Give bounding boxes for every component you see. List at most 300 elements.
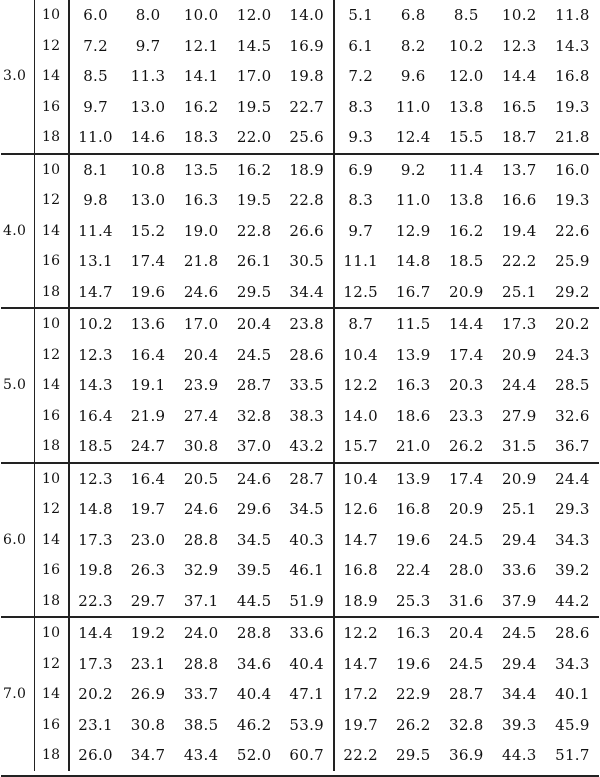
value-cell: 19.0 xyxy=(183,221,219,240)
value-cell: 13.0 xyxy=(130,191,166,210)
value-cell: 9.7 xyxy=(348,221,374,240)
value-cell: 27.4 xyxy=(183,406,219,425)
table-row xyxy=(1,586,599,618)
value-cell: 43.4 xyxy=(183,746,219,765)
value-cell: 18.9 xyxy=(281,154,334,186)
value-cell: 19.4 xyxy=(502,221,537,240)
value-cell: 24.6 xyxy=(183,282,219,301)
row-label-cell: 14 xyxy=(34,61,68,92)
value-cell: 16.4 xyxy=(122,463,175,495)
value-cell: 11.1 xyxy=(343,252,379,271)
value-cell: 24.0 xyxy=(175,617,228,649)
row-label-cell: 16 xyxy=(34,555,68,586)
value-cell: 14.7 xyxy=(343,654,379,673)
value-cell: 20.9 xyxy=(448,500,484,519)
value-cell: 14.4 xyxy=(69,617,122,649)
value-cell: 8.1 xyxy=(69,154,122,186)
value-cell: 31.5 xyxy=(502,437,537,456)
value-cell: 16.3 xyxy=(395,376,431,395)
row-label-cell: 18 xyxy=(34,122,68,154)
value-cell: 16.0 xyxy=(546,154,599,186)
value-cell: 30.8 xyxy=(130,715,166,734)
value-cell: 25.1 xyxy=(502,500,537,519)
row-label-cell: 14 xyxy=(34,216,68,247)
value-cell: 28.7 xyxy=(448,685,484,704)
value-cell: 12.4 xyxy=(395,128,431,147)
row-label-cell: 12 xyxy=(34,340,68,371)
value-cell: 6.0 xyxy=(83,6,108,25)
value-cell: 37.0 xyxy=(236,437,272,456)
value-cell: 17.3 xyxy=(78,654,113,673)
row-label-cell: 10 xyxy=(34,154,68,186)
value-cell: 37.1 xyxy=(183,591,219,610)
row-label-cell: 16 xyxy=(34,401,68,432)
row-label-cell: 16 xyxy=(34,92,68,123)
row-label-cell: 12 xyxy=(34,185,68,216)
value-cell: 36.7 xyxy=(555,437,590,456)
value-cell: 20.9 xyxy=(448,282,484,301)
table-row xyxy=(1,370,599,401)
value-cell: 22.2 xyxy=(502,252,537,271)
value-cell: 23.9 xyxy=(183,376,219,395)
value-cell: 16.3 xyxy=(183,191,219,210)
value-cell: 11.0 xyxy=(395,97,431,116)
value-cell: 8.5 xyxy=(83,67,108,86)
value-cell: 8.0 xyxy=(135,6,161,25)
value-cell: 22.2 xyxy=(343,746,379,765)
value-cell: 19.5 xyxy=(236,97,272,116)
value-cell: 32.6 xyxy=(555,406,590,425)
value-cell: 12.2 xyxy=(334,617,387,649)
value-cell: 17.0 xyxy=(175,308,228,340)
value-cell: 13.9 xyxy=(395,345,431,364)
value-cell: 44.3 xyxy=(502,746,537,765)
value-cell: 29.2 xyxy=(555,282,590,301)
value-cell: 20.2 xyxy=(546,308,599,340)
value-cell: 12.1 xyxy=(183,36,219,55)
value-cell: 24.3 xyxy=(555,345,590,364)
value-cell: 17.3 xyxy=(78,530,113,549)
value-cell: 22.8 xyxy=(236,221,272,240)
value-cell: 12.3 xyxy=(502,36,537,55)
value-cell: 22.7 xyxy=(281,92,334,123)
value-cell: 13.9 xyxy=(387,463,440,495)
value-cell: 28.8 xyxy=(183,530,219,549)
value-cell: 25.1 xyxy=(502,282,537,301)
value-cell: 23.8 xyxy=(281,308,334,340)
value-cell: 26.1 xyxy=(236,252,272,271)
value-cell: 24.7 xyxy=(130,437,166,456)
value-cell: 10.2 xyxy=(448,36,484,55)
value-cell: 11.0 xyxy=(78,128,113,147)
group-label-cell: 7.0 xyxy=(1,617,34,771)
value-cell: 17.4 xyxy=(130,252,166,271)
value-cell: 15.2 xyxy=(130,221,166,240)
value-cell: 24.6 xyxy=(228,463,281,495)
table-row xyxy=(1,340,599,371)
value-cell: 16.7 xyxy=(395,282,431,301)
value-cell: 24.5 xyxy=(448,654,484,673)
value-cell: 33.6 xyxy=(502,561,537,580)
value-cell: 8.5 xyxy=(453,6,479,25)
table-row xyxy=(1,494,599,525)
value-cell: 12.0 xyxy=(236,6,272,25)
row-label-cell: 18 xyxy=(34,586,68,618)
value-cell: 13.8 xyxy=(448,191,484,210)
value-cell: 29.6 xyxy=(236,500,272,519)
value-cell: 10.4 xyxy=(343,345,379,364)
value-cell: 26.3 xyxy=(130,561,166,580)
value-cell: 25.3 xyxy=(395,591,431,610)
value-cell: 39.3 xyxy=(502,715,537,734)
value-cell: 11.0 xyxy=(395,191,431,210)
value-cell: 51.9 xyxy=(281,586,334,618)
row-label-cell: 10 xyxy=(34,0,68,31)
value-cell: 17.3 xyxy=(493,308,546,340)
value-cell: 46.2 xyxy=(236,715,272,734)
value-cell: 15.5 xyxy=(448,128,484,147)
value-cell: 10.2 xyxy=(69,308,122,340)
value-cell: 14.1 xyxy=(183,67,219,86)
value-cell: 38.5 xyxy=(183,715,219,734)
table-row xyxy=(1,649,599,680)
value-cell: 8.3 xyxy=(348,97,374,116)
value-cell: 9.2 xyxy=(387,154,440,186)
row-label-cell: 18 xyxy=(34,740,68,771)
value-cell: 38.3 xyxy=(281,401,334,432)
value-cell: 14.4 xyxy=(440,308,493,340)
value-cell: 16.8 xyxy=(555,67,590,86)
row-label-cell: 14 xyxy=(34,679,68,710)
value-cell: 33.6 xyxy=(281,617,334,649)
value-cell: 53.9 xyxy=(281,710,334,741)
table-row xyxy=(1,308,599,340)
value-cell: 28.7 xyxy=(281,463,334,495)
value-cell: 20.2 xyxy=(78,685,113,704)
value-cell: 34.3 xyxy=(555,654,590,673)
table-row xyxy=(1,61,599,92)
value-cell: 23.1 xyxy=(78,715,113,734)
value-cell: 6.1 xyxy=(348,36,374,55)
table-row xyxy=(1,277,599,309)
value-cell: 34.4 xyxy=(281,277,334,309)
value-cell: 29.3 xyxy=(555,500,590,519)
value-cell: 60.7 xyxy=(281,740,334,771)
table-row xyxy=(1,431,599,463)
value-cell: 13.5 xyxy=(175,154,228,186)
value-cell: 29.5 xyxy=(236,282,272,301)
value-cell: 14.8 xyxy=(78,500,113,519)
value-cell: 17.2 xyxy=(343,685,379,704)
value-cell: 14.0 xyxy=(343,406,379,425)
value-cell: 29.4 xyxy=(502,654,537,673)
table-row xyxy=(1,31,599,62)
value-cell: 12.9 xyxy=(395,221,431,240)
table-row xyxy=(1,617,599,649)
value-cell: 10.2 xyxy=(502,6,537,25)
value-cell: 19.8 xyxy=(78,561,113,580)
table-row xyxy=(1,246,599,277)
value-cell: 17.4 xyxy=(448,345,484,364)
value-cell: 12.2 xyxy=(343,376,379,395)
data-table xyxy=(1,0,599,771)
value-cell: 43.2 xyxy=(281,431,334,463)
value-cell: 12.5 xyxy=(343,282,379,301)
value-cell: 12.3 xyxy=(78,345,113,364)
value-cell: 6.9 xyxy=(334,154,387,186)
value-cell: 32.9 xyxy=(183,561,219,580)
value-cell: 24.4 xyxy=(546,463,599,495)
value-cell: 24.5 xyxy=(448,530,484,549)
value-cell: 18.5 xyxy=(448,252,484,271)
value-cell: 19.6 xyxy=(130,282,166,301)
value-cell: 13.7 xyxy=(493,154,546,186)
value-cell: 22.0 xyxy=(236,128,272,147)
value-cell: 12.3 xyxy=(69,463,122,495)
value-cell: 26.2 xyxy=(448,437,484,456)
value-cell: 17.4 xyxy=(440,463,493,495)
table-row xyxy=(1,740,599,771)
value-cell: 33.7 xyxy=(183,685,219,704)
value-cell: 21.8 xyxy=(555,128,590,147)
value-cell: 13.8 xyxy=(448,97,484,116)
value-cell: 16.5 xyxy=(502,97,537,116)
value-cell: 20.4 xyxy=(440,617,493,649)
value-cell: 32.8 xyxy=(448,715,484,734)
value-cell: 40.4 xyxy=(236,685,272,704)
table-row xyxy=(1,555,599,586)
value-cell: 10.4 xyxy=(334,463,387,495)
value-cell: 16.4 xyxy=(78,406,113,425)
value-cell: 39.2 xyxy=(555,561,590,580)
value-cell: 16.6 xyxy=(502,191,537,210)
value-cell: 34.5 xyxy=(281,494,334,525)
value-cell: 16.4 xyxy=(130,345,166,364)
value-cell: 14.7 xyxy=(78,282,113,301)
table-row xyxy=(1,710,599,741)
value-cell: 15.7 xyxy=(343,437,379,456)
table-row xyxy=(1,679,599,710)
value-cell: 40.4 xyxy=(281,649,334,680)
value-cell: 14.5 xyxy=(236,36,272,55)
value-cell: 24.5 xyxy=(493,617,546,649)
row-label-cell: 18 xyxy=(34,431,68,463)
value-cell: 18.9 xyxy=(343,591,379,610)
value-cell: 34.7 xyxy=(130,746,166,765)
row-label-cell: 10 xyxy=(34,617,68,649)
value-cell: 11.3 xyxy=(130,67,166,86)
value-cell: 18.6 xyxy=(395,406,431,425)
value-cell: 18.5 xyxy=(78,437,113,456)
value-cell: 47.1 xyxy=(281,679,334,710)
value-cell: 19.3 xyxy=(555,97,590,116)
value-cell: 14.4 xyxy=(502,67,537,86)
value-cell: 44.2 xyxy=(555,591,590,610)
value-cell: 20.4 xyxy=(228,308,281,340)
value-cell: 12.0 xyxy=(448,67,484,86)
table-row xyxy=(1,0,599,31)
value-cell: 39.5 xyxy=(236,561,272,580)
value-cell: 14.3 xyxy=(78,376,113,395)
table-row xyxy=(1,216,599,247)
value-cell: 19.1 xyxy=(130,376,166,395)
table-row xyxy=(1,401,599,432)
value-cell: 21.9 xyxy=(130,406,166,425)
value-cell: 32.8 xyxy=(236,406,272,425)
value-cell: 20.9 xyxy=(493,463,546,495)
value-cell: 10.8 xyxy=(122,154,175,186)
value-cell: 19.7 xyxy=(130,500,166,519)
value-cell: 17.0 xyxy=(236,67,272,86)
value-cell: 22.8 xyxy=(281,185,334,216)
table-row xyxy=(1,463,599,495)
value-cell: 34.4 xyxy=(502,685,537,704)
group-label-cell: 5.0 xyxy=(1,308,34,463)
value-cell: 28.0 xyxy=(448,561,484,580)
value-cell: 23.1 xyxy=(130,654,166,673)
value-cell: 9.7 xyxy=(83,97,108,116)
value-cell: 9.7 xyxy=(135,36,161,55)
value-cell: 44.5 xyxy=(236,591,272,610)
value-cell: 28.8 xyxy=(183,654,219,673)
value-cell: 40.3 xyxy=(281,525,334,556)
row-label-cell: 10 xyxy=(34,308,68,340)
value-cell: 24.5 xyxy=(236,345,272,364)
value-cell: 19.3 xyxy=(555,191,590,210)
value-cell: 16.3 xyxy=(387,617,440,649)
row-label-cell: 16 xyxy=(34,710,68,741)
value-cell: 20.4 xyxy=(183,345,219,364)
value-cell: 34.3 xyxy=(555,530,590,549)
row-label-cell: 16 xyxy=(34,246,68,277)
value-cell: 20.9 xyxy=(502,345,537,364)
value-cell: 25.9 xyxy=(555,252,590,271)
value-cell: 10.0 xyxy=(183,6,219,25)
value-cell: 25.6 xyxy=(281,122,334,154)
table-row xyxy=(1,154,599,186)
table-row xyxy=(1,525,599,556)
table-row xyxy=(1,92,599,123)
value-cell: 8.3 xyxy=(348,191,374,210)
value-cell: 9.8 xyxy=(83,191,108,210)
value-cell: 16.8 xyxy=(395,500,431,519)
row-label-cell: 14 xyxy=(34,525,68,556)
value-cell: 30.5 xyxy=(281,246,334,277)
value-cell: 16.8 xyxy=(343,561,379,580)
table-row xyxy=(1,185,599,216)
value-cell: 24.4 xyxy=(502,376,537,395)
row-label-cell: 12 xyxy=(34,494,68,525)
table-body xyxy=(1,0,599,771)
value-cell: 19.7 xyxy=(343,715,379,734)
value-cell: 8.7 xyxy=(334,308,387,340)
value-cell: 12.6 xyxy=(343,500,379,519)
value-cell: 45.9 xyxy=(555,715,590,734)
value-cell: 14.6 xyxy=(130,128,166,147)
value-cell: 13.0 xyxy=(130,97,166,116)
value-cell: 40.1 xyxy=(555,685,590,704)
value-cell: 7.2 xyxy=(348,67,374,86)
value-cell: 20.3 xyxy=(448,376,484,395)
value-cell: 22.3 xyxy=(78,591,113,610)
value-cell: 30.8 xyxy=(183,437,219,456)
value-cell: 14.3 xyxy=(555,36,590,55)
value-cell: 7.2 xyxy=(83,36,108,55)
group-label-cell: 4.0 xyxy=(1,154,34,309)
value-cell: 36.9 xyxy=(448,746,484,765)
value-cell: 8.2 xyxy=(400,36,426,55)
row-label-cell: 12 xyxy=(34,31,68,62)
value-cell: 26.9 xyxy=(130,685,166,704)
value-cell: 37.9 xyxy=(502,591,537,610)
value-cell: 11.8 xyxy=(555,6,590,25)
value-cell: 19.8 xyxy=(281,61,334,92)
value-cell: 11.5 xyxy=(387,308,440,340)
value-cell: 19.6 xyxy=(395,530,431,549)
value-cell: 19.2 xyxy=(122,617,175,649)
value-cell: 14.8 xyxy=(395,252,431,271)
value-cell: 13.1 xyxy=(78,252,113,271)
value-cell: 46.1 xyxy=(281,555,334,586)
value-cell: 16.2 xyxy=(448,221,484,240)
value-cell: 19.6 xyxy=(395,654,431,673)
value-cell: 16.9 xyxy=(281,31,334,62)
group-label-cell: 6.0 xyxy=(1,463,34,618)
value-cell: 33.5 xyxy=(281,370,334,401)
value-cell: 22.6 xyxy=(555,221,590,240)
value-cell: 29.7 xyxy=(130,591,166,610)
row-label-cell: 10 xyxy=(34,463,68,495)
value-cell: 26.6 xyxy=(281,216,334,247)
value-cell: 13.6 xyxy=(122,308,175,340)
value-cell: 16.2 xyxy=(228,154,281,186)
value-cell: 28.8 xyxy=(228,617,281,649)
value-cell: 20.5 xyxy=(175,463,228,495)
value-cell: 14.0 xyxy=(281,0,334,31)
row-label-cell: 14 xyxy=(34,370,68,401)
value-cell: 16.2 xyxy=(183,97,219,116)
group-label-cell: 3.0 xyxy=(1,0,34,154)
value-cell: 9.6 xyxy=(400,67,426,86)
value-cell: 22.9 xyxy=(395,685,431,704)
value-cell: 31.6 xyxy=(448,591,484,610)
value-cell: 23.3 xyxy=(448,406,484,425)
value-cell: 14.7 xyxy=(343,530,379,549)
value-cell: 29.5 xyxy=(395,746,431,765)
value-cell: 11.4 xyxy=(440,154,493,186)
value-cell: 34.6 xyxy=(236,654,272,673)
value-cell: 29.4 xyxy=(502,530,537,549)
value-cell: 6.8 xyxy=(400,6,426,25)
value-cell: 23.0 xyxy=(130,530,166,549)
value-cell: 22.4 xyxy=(395,561,431,580)
row-label-cell: 12 xyxy=(34,649,68,680)
value-cell: 28.5 xyxy=(555,376,590,395)
value-cell: 21.8 xyxy=(183,252,219,271)
value-cell: 28.6 xyxy=(546,617,599,649)
value-cell: 34.5 xyxy=(236,530,272,549)
value-cell: 9.3 xyxy=(348,128,374,147)
value-cell: 27.9 xyxy=(502,406,537,425)
value-cell: 24.6 xyxy=(183,500,219,519)
value-cell: 18.3 xyxy=(183,128,219,147)
value-cell: 18.7 xyxy=(502,128,537,147)
value-cell: 26.2 xyxy=(395,715,431,734)
table-row xyxy=(1,122,599,154)
value-cell: 28.6 xyxy=(281,340,334,371)
value-cell: 5.1 xyxy=(348,6,374,25)
row-label-cell: 18 xyxy=(34,277,68,309)
